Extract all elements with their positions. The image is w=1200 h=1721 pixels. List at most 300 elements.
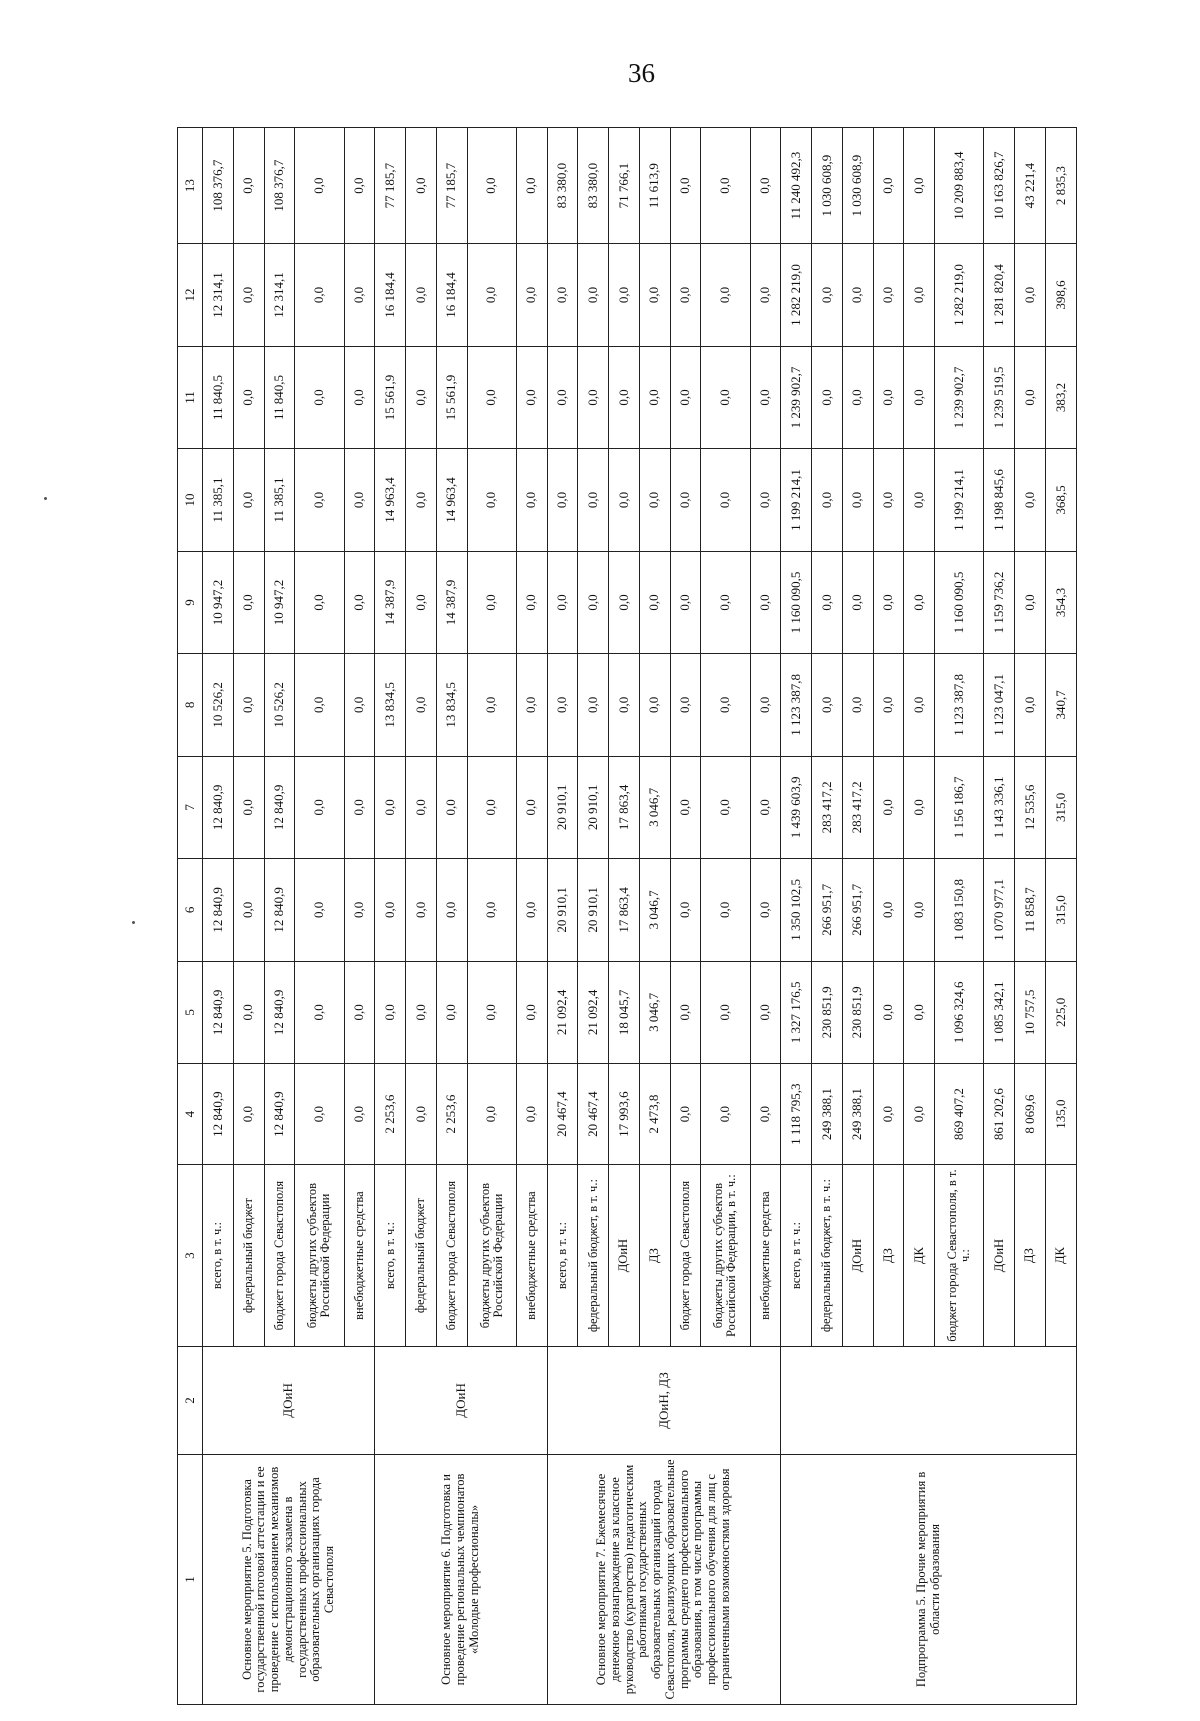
funding-source-cell: бюджеты других субъектов Российской Федерации, в т. ч.: — [701, 1165, 750, 1347]
amount-cell: 0,0 — [233, 346, 264, 448]
amount-cell: 283 417,2 — [842, 756, 873, 858]
amount-cell: 0,0 — [295, 654, 344, 756]
amount-cell: 0,0 — [436, 961, 467, 1063]
amount-cell: 12 840,9 — [264, 961, 295, 1063]
amount-cell: 108 376,7 — [264, 128, 295, 244]
amount-cell: 0,0 — [406, 961, 437, 1063]
funding-source-cell: всего, в т. ч.: — [203, 1165, 234, 1347]
amount-cell: 0,0 — [609, 449, 640, 551]
amount-cell: 0,0 — [750, 1064, 781, 1165]
amount-cell: 12 535,6 — [1015, 756, 1046, 858]
amount-cell: 0,0 — [670, 859, 701, 961]
amount-cell: 0,0 — [467, 346, 516, 448]
scan-speck — [132, 921, 135, 924]
amount-cell: 0,0 — [295, 859, 344, 961]
amount-cell: 0,0 — [842, 244, 873, 346]
amount-cell: 71 766,1 — [609, 128, 640, 244]
amount-cell: 0,0 — [904, 244, 935, 346]
amount-cell: 0,0 — [904, 128, 935, 244]
budget-table — [177, 127, 1077, 1705]
amount-cell: 0,0 — [375, 859, 406, 961]
amount-cell: 0,0 — [406, 1064, 437, 1165]
amount-cell: 0,0 — [344, 859, 375, 961]
funding-source-cell: внебюджетные средства — [344, 1165, 375, 1347]
amount-cell: 0,0 — [904, 859, 935, 961]
amount-cell: 14 387,9 — [375, 551, 406, 653]
amount-cell: 0,0 — [609, 346, 640, 448]
amount-cell: 1 282 219,0 — [935, 244, 984, 346]
amount-cell: 0,0 — [344, 961, 375, 1063]
amount-cell: 0,0 — [639, 654, 670, 756]
amount-cell: 77 185,7 — [436, 128, 467, 244]
amount-cell: 0,0 — [295, 551, 344, 653]
amount-cell: 0,0 — [516, 654, 547, 756]
amount-cell: 12 314,1 — [264, 244, 295, 346]
amount-cell: 83 380,0 — [547, 128, 578, 244]
amount-cell: 10 947,2 — [264, 551, 295, 653]
amount-cell: 0,0 — [344, 128, 375, 244]
amount-cell: 0,0 — [233, 551, 264, 653]
amount-cell: 0,0 — [873, 654, 904, 756]
amount-cell: 0,0 — [639, 244, 670, 346]
amount-cell: 0,0 — [873, 859, 904, 961]
amount-cell: 0,0 — [609, 654, 640, 756]
funding-source-cell: ДЗ — [639, 1165, 670, 1347]
amount-cell: 0,0 — [406, 346, 437, 448]
amount-cell: 0,0 — [904, 1064, 935, 1165]
column-number-cell: 11 — [178, 346, 203, 448]
amount-cell: 0,0 — [701, 1064, 750, 1165]
amount-cell: 11 385,1 — [264, 449, 295, 551]
amount-cell: 1 070 977,1 — [984, 859, 1015, 961]
executor-cell: ДОиН — [375, 1346, 547, 1454]
amount-cell: 0,0 — [516, 244, 547, 346]
amount-cell: 315,0 — [1045, 859, 1076, 961]
amount-cell: 11 385,1 — [203, 449, 234, 551]
amount-cell: 0,0 — [233, 756, 264, 858]
amount-cell: 0,0 — [670, 346, 701, 448]
table-row — [203, 128, 234, 1705]
program-name-cell: Основное мероприятие 6. Подготовка и проведение региональных чемпионатов «Молодые профессионалы» — [375, 1454, 547, 1704]
amount-cell: 0,0 — [812, 449, 843, 551]
amount-cell: 0,0 — [344, 346, 375, 448]
amount-cell: 0,0 — [750, 128, 781, 244]
amount-cell: 0,0 — [904, 346, 935, 448]
amount-cell: 1 198 845,6 — [984, 449, 1015, 551]
amount-cell: 0,0 — [406, 859, 437, 961]
amount-cell: 0,0 — [344, 551, 375, 653]
amount-cell: 0,0 — [842, 654, 873, 756]
amount-cell: 11 840,5 — [264, 346, 295, 448]
amount-cell: 0,0 — [233, 859, 264, 961]
amount-cell: 1 239 519,5 — [984, 346, 1015, 448]
funding-source-cell: бюджет города Севастополя — [670, 1165, 701, 1347]
amount-cell: 20 910,1 — [578, 859, 609, 961]
amount-cell: 12 314,1 — [203, 244, 234, 346]
amount-cell: 0,0 — [609, 244, 640, 346]
amount-cell: 0,0 — [547, 551, 578, 653]
amount-cell: 0,0 — [812, 346, 843, 448]
executor-cell: ДОиН, ДЗ — [547, 1346, 781, 1454]
amount-cell: 17 993,6 — [609, 1064, 640, 1165]
amount-cell: 0,0 — [750, 449, 781, 551]
amount-cell: 0,0 — [467, 756, 516, 858]
table-row — [375, 128, 406, 1705]
rotated-table-container — [177, 127, 1077, 1705]
amount-cell: 3 046,7 — [639, 859, 670, 961]
amount-cell: 0,0 — [406, 654, 437, 756]
amount-cell: 108 376,7 — [203, 128, 234, 244]
amount-cell: 0,0 — [873, 346, 904, 448]
amount-cell: 0,0 — [344, 1064, 375, 1165]
amount-cell: 266 951,7 — [842, 859, 873, 961]
amount-cell: 12 840,9 — [203, 1064, 234, 1165]
amount-cell: 0,0 — [750, 859, 781, 961]
amount-cell: 0,0 — [516, 551, 547, 653]
amount-cell: 0,0 — [842, 449, 873, 551]
amount-cell: 10 163 826,7 — [984, 128, 1015, 244]
amount-cell: 13 834,5 — [375, 654, 406, 756]
amount-cell: 0,0 — [578, 654, 609, 756]
funding-source-cell: ДОиН — [842, 1165, 873, 1347]
amount-cell: 12 840,9 — [203, 756, 234, 858]
amount-cell: 0,0 — [670, 756, 701, 858]
amount-cell: 0,0 — [295, 1064, 344, 1165]
amount-cell: 0,0 — [750, 551, 781, 653]
amount-cell: 0,0 — [516, 128, 547, 244]
funding-source-cell: ДК — [904, 1165, 935, 1347]
amount-cell: 0,0 — [873, 128, 904, 244]
amount-cell: 83 380,0 — [578, 128, 609, 244]
amount-cell: 0,0 — [375, 961, 406, 1063]
amount-cell: 0,0 — [547, 654, 578, 756]
column-number-cell: 9 — [178, 551, 203, 653]
amount-cell: 20 467,4 — [547, 1064, 578, 1165]
amount-cell: 0,0 — [701, 961, 750, 1063]
amount-cell: 0,0 — [750, 244, 781, 346]
amount-cell: 861 202,6 — [984, 1064, 1015, 1165]
amount-cell: 15 561,9 — [375, 346, 406, 448]
amount-cell: 12 840,9 — [203, 961, 234, 1063]
amount-cell: 0,0 — [701, 346, 750, 448]
amount-cell: 0,0 — [873, 449, 904, 551]
amount-cell: 1 123 387,8 — [935, 654, 984, 756]
amount-cell: 0,0 — [904, 551, 935, 653]
amount-cell: 0,0 — [842, 551, 873, 653]
amount-cell: 11 840,5 — [203, 346, 234, 448]
table-row — [781, 128, 812, 1705]
amount-cell: 11 613,9 — [639, 128, 670, 244]
amount-cell: 0,0 — [639, 551, 670, 653]
amount-cell: 0,0 — [639, 449, 670, 551]
amount-cell: 43 221,4 — [1015, 128, 1046, 244]
page-number: 36 — [628, 58, 655, 88]
amount-cell: 0,0 — [1015, 654, 1046, 756]
column-number-cell: 6 — [178, 859, 203, 961]
amount-cell: 12 840,9 — [264, 1064, 295, 1165]
funding-source-cell: федеральный бюджет — [233, 1165, 264, 1347]
amount-cell: 0,0 — [1015, 449, 1046, 551]
amount-cell: 15 561,9 — [436, 346, 467, 448]
amount-cell: 0,0 — [670, 1064, 701, 1165]
amount-cell: 0,0 — [1015, 346, 1046, 448]
funding-source-cell: внебюджетные средства — [516, 1165, 547, 1347]
amount-cell: 0,0 — [406, 128, 437, 244]
amount-cell: 0,0 — [750, 346, 781, 448]
amount-cell: 16 184,4 — [375, 244, 406, 346]
funding-source-cell: всего, в т. ч.: — [375, 1165, 406, 1347]
amount-cell: 11 240 492,3 — [781, 128, 812, 244]
amount-cell: 0,0 — [467, 859, 516, 961]
amount-cell: 135,0 — [1045, 1064, 1076, 1165]
amount-cell: 1 160 090,5 — [781, 551, 812, 653]
amount-cell: 2 253,6 — [375, 1064, 406, 1165]
amount-cell: 0,0 — [467, 654, 516, 756]
amount-cell: 11 858,7 — [1015, 859, 1046, 961]
amount-cell: 1 123 387,8 — [781, 654, 812, 756]
amount-cell: 1 239 902,7 — [935, 346, 984, 448]
amount-cell: 0,0 — [578, 551, 609, 653]
funding-source-cell: ДОиН — [984, 1165, 1015, 1347]
amount-cell: 0,0 — [406, 244, 437, 346]
amount-cell: 0,0 — [295, 128, 344, 244]
column-number-cell: 10 — [178, 449, 203, 551]
amount-cell: 0,0 — [233, 1064, 264, 1165]
amount-cell: 0,0 — [233, 961, 264, 1063]
column-number-cell: 4 — [178, 1064, 203, 1165]
amount-cell: 17 863,4 — [609, 859, 640, 961]
amount-cell: 0,0 — [467, 244, 516, 346]
amount-cell: 0,0 — [873, 756, 904, 858]
amount-cell: 21 092,4 — [547, 961, 578, 1063]
amount-cell: 0,0 — [516, 961, 547, 1063]
amount-cell: 0,0 — [670, 128, 701, 244]
amount-cell: 368,5 — [1045, 449, 1076, 551]
amount-cell: 0,0 — [639, 346, 670, 448]
amount-cell: 0,0 — [233, 449, 264, 551]
amount-cell: 0,0 — [295, 756, 344, 858]
amount-cell: 0,0 — [701, 551, 750, 653]
amount-cell: 315,0 — [1045, 756, 1076, 858]
amount-cell: 0,0 — [467, 128, 516, 244]
amount-cell: 249 388,1 — [842, 1064, 873, 1165]
amount-cell: 3 046,7 — [639, 961, 670, 1063]
amount-cell: 3 046,7 — [639, 756, 670, 858]
funding-source-cell: ДК — [1045, 1165, 1076, 1347]
amount-cell: 0,0 — [873, 1064, 904, 1165]
amount-cell: 0,0 — [904, 961, 935, 1063]
amount-cell: 0,0 — [670, 449, 701, 551]
amount-cell: 1 030 608,9 — [842, 128, 873, 244]
amount-cell: 0,0 — [467, 1064, 516, 1165]
amount-cell: 0,0 — [670, 244, 701, 346]
amount-cell: 0,0 — [812, 551, 843, 653]
amount-cell: 0,0 — [406, 756, 437, 858]
amount-cell: 1 439 603,9 — [781, 756, 812, 858]
table-row — [547, 128, 578, 1705]
amount-cell: 1 281 820,4 — [984, 244, 1015, 346]
amount-cell: 0,0 — [812, 654, 843, 756]
executor-cell: ДОиН — [203, 1346, 375, 1454]
amount-cell: 230 851,9 — [842, 961, 873, 1063]
amount-cell: 17 863,4 — [609, 756, 640, 858]
amount-cell: 1 199 214,1 — [935, 449, 984, 551]
amount-cell: 20 467,4 — [578, 1064, 609, 1165]
amount-cell: 0,0 — [516, 449, 547, 551]
amount-cell: 0,0 — [516, 1064, 547, 1165]
amount-cell: 0,0 — [375, 756, 406, 858]
amount-cell: 0,0 — [344, 756, 375, 858]
amount-cell: 0,0 — [750, 756, 781, 858]
funding-source-cell: федеральный бюджет, в т. ч.: — [812, 1165, 843, 1347]
funding-source-cell: внебюджетные средства — [750, 1165, 781, 1347]
amount-cell: 0,0 — [578, 244, 609, 346]
amount-cell: 0,0 — [436, 859, 467, 961]
amount-cell: 1 160 090,5 — [935, 551, 984, 653]
column-number-cell: 1 — [178, 1454, 203, 1704]
amount-cell: 0,0 — [344, 244, 375, 346]
amount-cell: 20 910,1 — [547, 859, 578, 961]
funding-source-cell: бюджет города Севастополя — [436, 1165, 467, 1347]
amount-cell: 10 947,2 — [203, 551, 234, 653]
header-row — [178, 128, 203, 1705]
amount-cell: 0,0 — [873, 551, 904, 653]
amount-cell: 225,0 — [1045, 961, 1076, 1063]
amount-cell: 340,7 — [1045, 654, 1076, 756]
amount-cell: 0,0 — [233, 128, 264, 244]
amount-cell: 12 840,9 — [203, 859, 234, 961]
program-name-cell: Основное мероприятие 7. Ежемесячное денежное вознаграждение за классное руководство (кураторство) педагогическим работникам государственных образовательных организаций города Севастополя, реализующих образовательные программы среднего профессионального образования, в том числе программы профессионального обучения для лиц с ограниченными возможностями здоровья — [547, 1454, 781, 1704]
amount-cell: 10 526,2 — [264, 654, 295, 756]
amount-cell: 0,0 — [812, 244, 843, 346]
amount-cell: 0,0 — [904, 756, 935, 858]
program-name-cell: Подпрограмма 5. Прочие мероприятия в области образования — [781, 1454, 1077, 1704]
amount-cell: 383,2 — [1045, 346, 1076, 448]
column-number-cell: 13 — [178, 128, 203, 244]
funding-source-cell: ДЗ — [873, 1165, 904, 1347]
amount-cell: 1 327 176,5 — [781, 961, 812, 1063]
executor-cell — [781, 1346, 1077, 1454]
column-number-cell: 3 — [178, 1165, 203, 1347]
amount-cell: 2 253,6 — [436, 1064, 467, 1165]
amount-cell: 1 030 608,9 — [812, 128, 843, 244]
amount-cell: 1 156 186,7 — [935, 756, 984, 858]
amount-cell: 10 526,2 — [203, 654, 234, 756]
amount-cell: 869 407,2 — [935, 1064, 984, 1165]
amount-cell: 0,0 — [701, 654, 750, 756]
amount-cell: 21 092,4 — [578, 961, 609, 1063]
column-number-cell: 12 — [178, 244, 203, 346]
amount-cell: 0,0 — [873, 961, 904, 1063]
amount-cell: 10 209 883,4 — [935, 128, 984, 244]
amount-cell: 283 417,2 — [812, 756, 843, 858]
amount-cell: 0,0 — [842, 346, 873, 448]
amount-cell: 354,3 — [1045, 551, 1076, 653]
amount-cell: 0,0 — [701, 449, 750, 551]
amount-cell: 1 085 342,1 — [984, 961, 1015, 1063]
amount-cell: 0,0 — [609, 551, 640, 653]
amount-cell: 0,0 — [701, 128, 750, 244]
amount-cell: 0,0 — [701, 756, 750, 858]
amount-cell: 0,0 — [750, 961, 781, 1063]
amount-cell: 0,0 — [344, 449, 375, 551]
amount-cell: 0,0 — [295, 346, 344, 448]
column-number-cell: 2 — [178, 1346, 203, 1454]
amount-cell: 0,0 — [295, 449, 344, 551]
amount-cell: 1 159 736,2 — [984, 551, 1015, 653]
column-number-cell: 7 — [178, 756, 203, 858]
amount-cell: 12 840,9 — [264, 859, 295, 961]
amount-cell: 0,0 — [1015, 244, 1046, 346]
amount-cell: 16 184,4 — [436, 244, 467, 346]
amount-cell: 8 069,6 — [1015, 1064, 1046, 1165]
amount-cell: 0,0 — [516, 346, 547, 448]
program-name-cell: Основное мероприятие 5. Подготовка государственной итоговой аттестации и ее проведение с использованием механизмов демонстрационного экзамена в государственных профессиональных образовательных организациях города Севастополя — [203, 1454, 375, 1704]
amount-cell: 2 835,3 — [1045, 128, 1076, 244]
amount-cell: 0,0 — [904, 654, 935, 756]
amount-cell: 0,0 — [233, 244, 264, 346]
amount-cell: 14 963,4 — [436, 449, 467, 551]
amount-cell: 0,0 — [547, 244, 578, 346]
amount-cell: 0,0 — [701, 244, 750, 346]
amount-cell: 249 388,1 — [812, 1064, 843, 1165]
amount-cell: 230 851,9 — [812, 961, 843, 1063]
funding-source-cell: всего, в т. ч.: — [547, 1165, 578, 1347]
amount-cell: 266 951,7 — [812, 859, 843, 961]
funding-source-cell: ДЗ — [1015, 1165, 1046, 1347]
amount-cell: 13 834,5 — [436, 654, 467, 756]
funding-source-cell: всего, в т. ч.: — [781, 1165, 812, 1347]
amount-cell: 0,0 — [295, 244, 344, 346]
funding-source-cell: бюджет города Севастополя, в т. ч.: — [935, 1165, 984, 1347]
amount-cell: 0,0 — [670, 551, 701, 653]
amount-cell: 0,0 — [516, 756, 547, 858]
amount-cell: 0,0 — [670, 961, 701, 1063]
amount-cell: 0,0 — [467, 449, 516, 551]
amount-cell: 0,0 — [467, 961, 516, 1063]
amount-cell: 0,0 — [578, 449, 609, 551]
amount-cell: 0,0 — [578, 346, 609, 448]
scan-speck — [44, 497, 47, 500]
amount-cell: 0,0 — [233, 654, 264, 756]
amount-cell: 77 185,7 — [375, 128, 406, 244]
amount-cell: 1 239 902,7 — [781, 346, 812, 448]
amount-cell: 0,0 — [344, 654, 375, 756]
amount-cell: 2 473,8 — [639, 1064, 670, 1165]
amount-cell: 0,0 — [701, 859, 750, 961]
amount-cell: 18 045,7 — [609, 961, 640, 1063]
amount-cell: 14 963,4 — [375, 449, 406, 551]
amount-cell: 0,0 — [406, 449, 437, 551]
amount-cell: 1 143 336,1 — [984, 756, 1015, 858]
amount-cell: 12 840,9 — [264, 756, 295, 858]
amount-cell: 1 350 102,5 — [781, 859, 812, 961]
amount-cell: 0,0 — [436, 756, 467, 858]
amount-cell: 0,0 — [904, 449, 935, 551]
amount-cell: 0,0 — [295, 961, 344, 1063]
amount-cell: 20 910,1 — [578, 756, 609, 858]
amount-cell: 0,0 — [406, 551, 437, 653]
funding-source-cell: бюджеты других субъектов Российской Федерации — [467, 1165, 516, 1347]
amount-cell: 1 282 219,0 — [781, 244, 812, 346]
amount-cell: 0,0 — [547, 346, 578, 448]
amount-cell: 0,0 — [547, 449, 578, 551]
funding-source-cell: федеральный бюджет, в т. ч.: — [578, 1165, 609, 1347]
funding-source-cell: бюджеты других субъектов Российской Федерации — [295, 1165, 344, 1347]
amount-cell: 0,0 — [516, 859, 547, 961]
column-number-cell: 8 — [178, 654, 203, 756]
amount-cell: 398,6 — [1045, 244, 1076, 346]
